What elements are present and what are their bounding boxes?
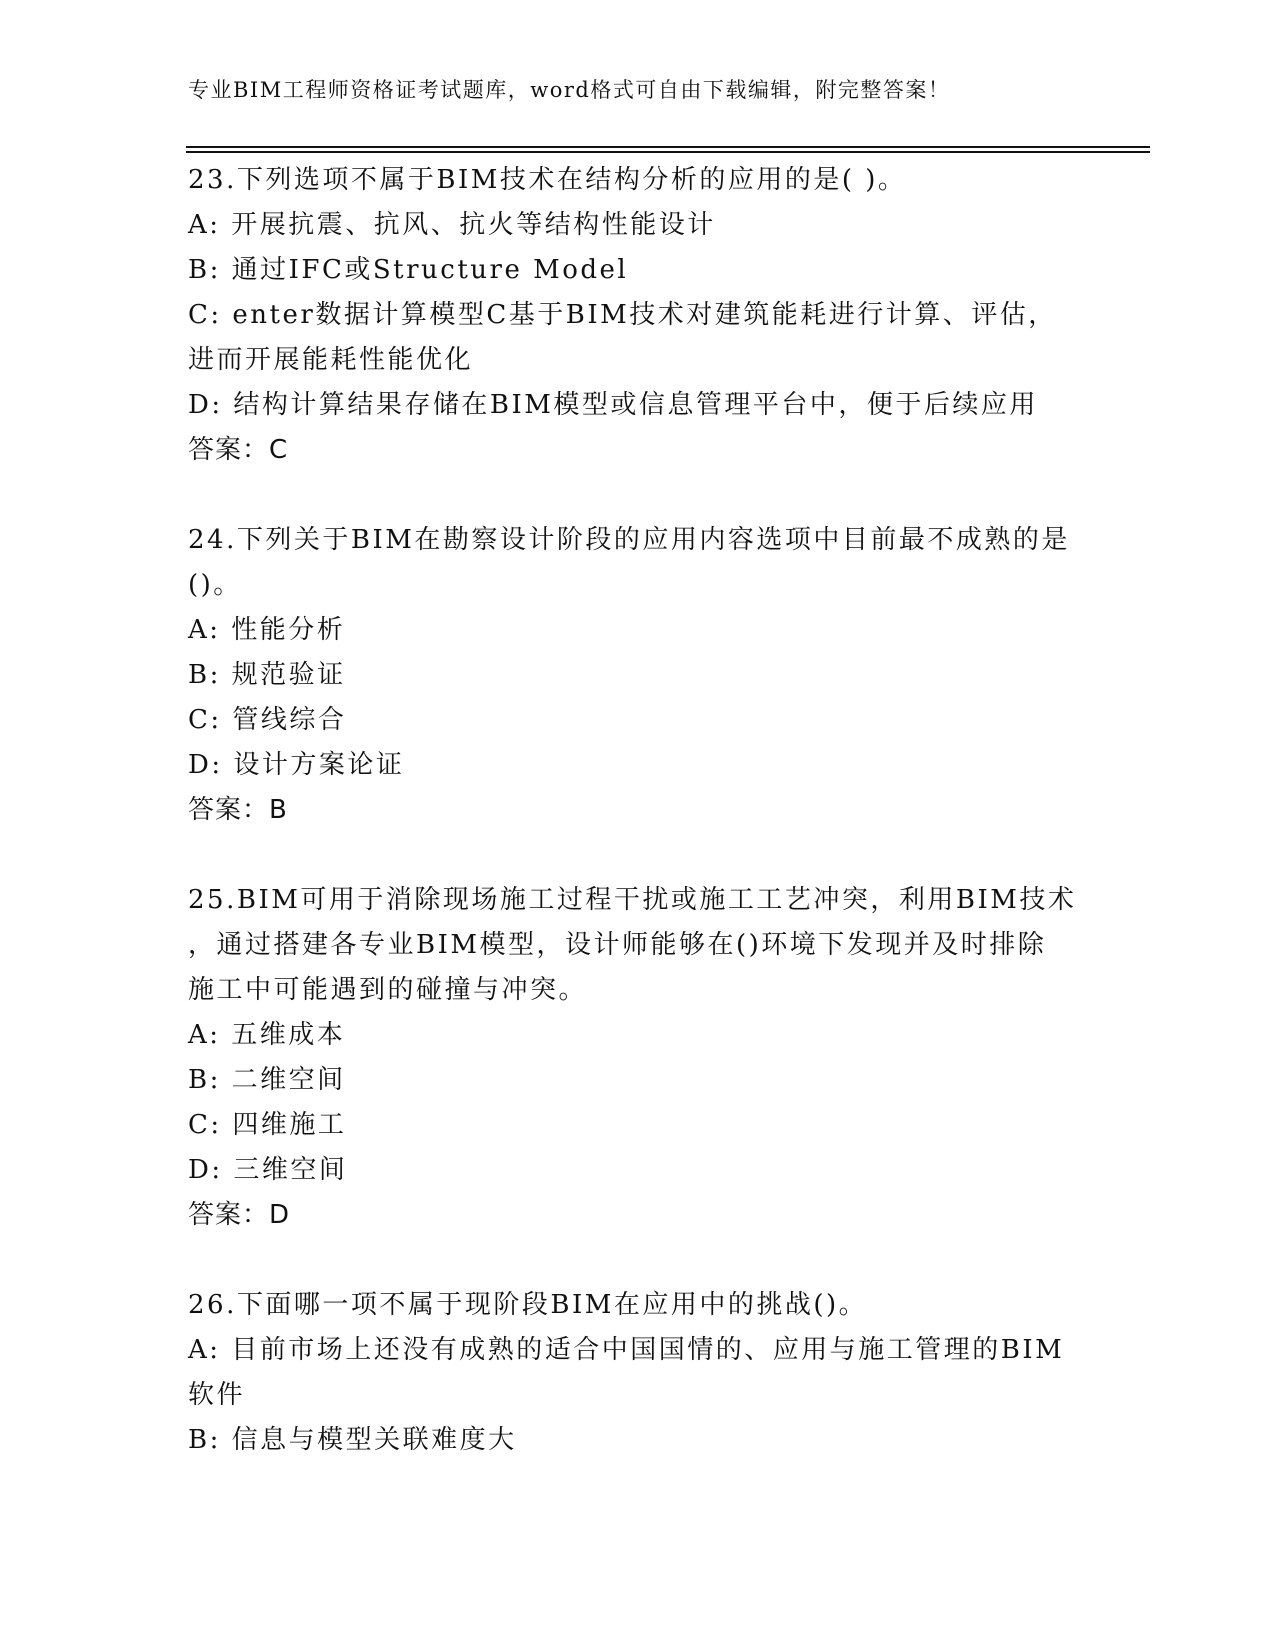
- option-line: A: 目前市场上还没有成熟的适合中国国情的、应用与施工管理的BIM: [188, 1335, 1065, 1365]
- question-block: [188, 518, 1088, 833]
- option-line: B: 通过IFC或Structure Model: [188, 255, 629, 285]
- option-line: C: 管线综合: [188, 705, 347, 735]
- option-line: D: 设计方案论证: [188, 750, 405, 780]
- question-stem-line: ()。: [188, 570, 242, 600]
- question-stem-line: 26.下面哪一项不属于现阶段BIM在应用中的挑战()。: [188, 1290, 868, 1320]
- option-line: C: enter数据计算模型C基于BIM技术对建筑能耗进行计算、评估，: [188, 300, 1057, 330]
- question-block: [188, 1283, 1088, 1463]
- option-line: A: 性能分析: [188, 615, 346, 645]
- header-rule-top: [186, 146, 1150, 148]
- option-line: A: 开展抗震、抗风、抗火等结构性能设计: [188, 210, 716, 240]
- option-line: A: 五维成本: [188, 1020, 346, 1050]
- question-stem-line: 23.下列选项不属于BIM技术在结构分析的应用的是( )。: [188, 165, 907, 195]
- question-stem-line: 施工中可能遇到的碰撞与冲突。: [188, 975, 588, 1005]
- option-line: B: 信息与模型关联难度大: [188, 1425, 517, 1455]
- question-stem-line: 25.BIM可用于消除现场施工过程干扰或施工工艺冲突，利用BIM技术: [188, 885, 1077, 915]
- question-stem-line: ，通过搭建各专业BIM模型，设计师能够在()环境下发现并及时排除: [188, 930, 1047, 960]
- option-line: D: 结构计算结果存储在BIM模型或信息管理平台中，便于后续应用: [188, 390, 1038, 420]
- question-list: [188, 158, 1088, 1508]
- question-block: [188, 158, 1088, 473]
- answer-line: 答案：B: [188, 795, 288, 825]
- option-line: B: 规范验证: [188, 660, 346, 690]
- option-line: D: 三维空间: [188, 1155, 348, 1185]
- option-line: C: 四维施工: [188, 1110, 347, 1140]
- option-line: 软件: [188, 1380, 246, 1410]
- question-block: [188, 878, 1088, 1238]
- answer-line: 答案：C: [188, 435, 289, 465]
- page-header: 专业BIM工程师资格证考试题库，word格式可自由下载编辑，附完整答案！: [188, 78, 951, 102]
- option-line: B: 二维空间: [188, 1065, 346, 1095]
- question-stem-line: 24.下列关于BIM在勘察设计阶段的应用内容选项中目前最不成熟的是: [188, 525, 1070, 555]
- option-line: 进而开展能耗性能优化: [188, 345, 474, 375]
- header-rule-bottom: [186, 151, 1150, 153]
- answer-line: 答案：D: [188, 1200, 291, 1230]
